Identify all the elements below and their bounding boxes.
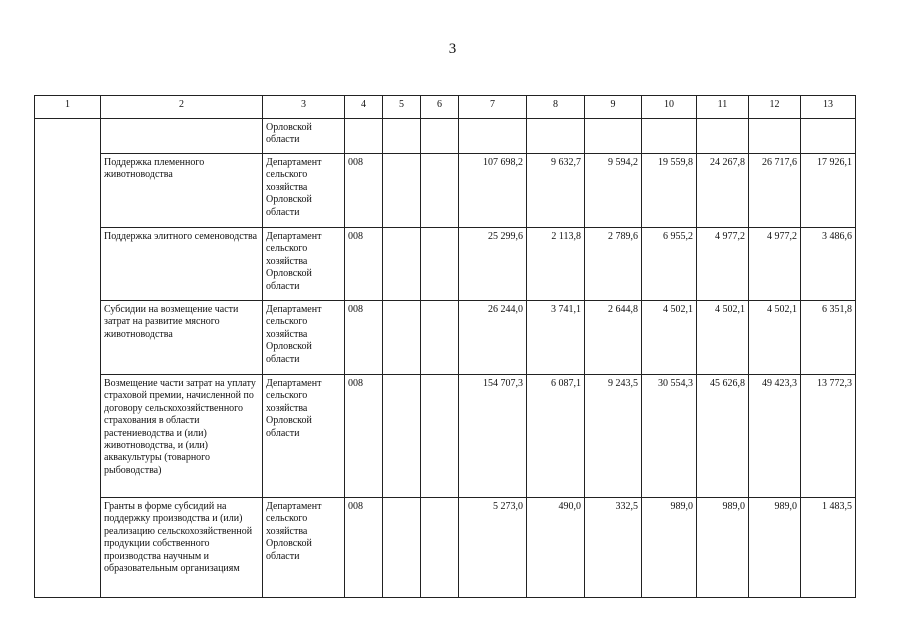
code-cell: 008 bbox=[345, 498, 383, 598]
header-cell: 11 bbox=[697, 96, 749, 119]
page-number: 3 bbox=[448, 41, 457, 57]
cell bbox=[421, 154, 459, 228]
header-cell: 10 bbox=[642, 96, 697, 119]
amount-cell: 154 707,3 bbox=[459, 375, 527, 498]
code-cell: 008 bbox=[345, 301, 383, 375]
budget-table bbox=[34, 95, 856, 598]
amount-cell: 3 486,6 bbox=[801, 228, 856, 301]
amount-cell: 2 789,6 bbox=[585, 228, 642, 301]
amount-cell: 5 273,0 bbox=[459, 498, 527, 598]
amount-cell: 3 741,1 bbox=[527, 301, 585, 375]
code-cell: 008 bbox=[345, 154, 383, 228]
table-row bbox=[35, 119, 856, 154]
cell bbox=[421, 228, 459, 301]
cell bbox=[421, 498, 459, 598]
amount-cell: 989,0 bbox=[697, 498, 749, 598]
amount-cell: 45 626,8 bbox=[697, 375, 749, 498]
amount-cell: 2 644,8 bbox=[585, 301, 642, 375]
measure-name: Возмещение части затрат на уплату страховой премии, начисленной по договору сельскохозяйственного страхования в области растениеводства и (или) животноводства, и (или) аквакультуры (товарного рыбоводства) bbox=[101, 375, 263, 498]
amount-cell: 26 717,6 bbox=[749, 154, 801, 228]
executor: Департамент сельского хозяйства Орловской области bbox=[263, 301, 345, 375]
code-cell: 008 bbox=[345, 375, 383, 498]
cell bbox=[383, 228, 421, 301]
amount-cell: 989,0 bbox=[749, 498, 801, 598]
amount-cell: 25 299,6 bbox=[459, 228, 527, 301]
amount-cell: 490,0 bbox=[527, 498, 585, 598]
amount-cell: 107 698,2 bbox=[459, 154, 527, 228]
amount-cell: 17 926,1 bbox=[801, 154, 856, 228]
header-cell: 13 bbox=[801, 96, 856, 119]
amount-cell bbox=[749, 119, 801, 154]
measure-name: Гранты в форме субсидий на поддержку производства и (или) реализацию сельскохозяйственной продукции собственного производства научным и образовательным организациям bbox=[101, 498, 263, 598]
header-cell: 12 bbox=[749, 96, 801, 119]
amount-cell: 49 423,3 bbox=[749, 375, 801, 498]
measure-name bbox=[101, 119, 263, 154]
amount-cell: 6 087,1 bbox=[527, 375, 585, 498]
amount-cell: 332,5 bbox=[585, 498, 642, 598]
header-cell: 4 bbox=[345, 96, 383, 119]
amount-cell: 26 244,0 bbox=[459, 301, 527, 375]
amount-cell bbox=[585, 119, 642, 154]
amount-cell bbox=[459, 119, 527, 154]
table-row bbox=[35, 228, 856, 301]
table-row bbox=[35, 375, 856, 498]
amount-cell bbox=[527, 119, 585, 154]
executor: Орловской области bbox=[263, 119, 345, 154]
amount-cell: 9 594,2 bbox=[585, 154, 642, 228]
header-cell: 5 bbox=[383, 96, 421, 119]
amount-cell: 4 502,1 bbox=[642, 301, 697, 375]
measure-name: Поддержка племенного животноводства bbox=[101, 154, 263, 228]
amount-cell bbox=[642, 119, 697, 154]
amount-cell: 4 502,1 bbox=[697, 301, 749, 375]
amount-cell: 4 502,1 bbox=[749, 301, 801, 375]
cell bbox=[383, 375, 421, 498]
amount-cell: 4 977,2 bbox=[697, 228, 749, 301]
amount-cell: 4 977,2 bbox=[749, 228, 801, 301]
group-cell bbox=[35, 119, 101, 598]
measure-name: Поддержка элитного семеноводства bbox=[101, 228, 263, 301]
cell bbox=[421, 301, 459, 375]
amount-cell: 6 351,8 bbox=[801, 301, 856, 375]
amount-cell: 30 554,3 bbox=[642, 375, 697, 498]
executor: Департамент сельского хозяйства Орловской области bbox=[263, 498, 345, 598]
amount-cell bbox=[697, 119, 749, 154]
cell bbox=[421, 375, 459, 498]
cell bbox=[383, 154, 421, 228]
cell bbox=[383, 119, 421, 154]
executor: Департамент сельского хозяйства Орловской области bbox=[263, 228, 345, 301]
header-row bbox=[35, 96, 856, 119]
amount-cell: 989,0 bbox=[642, 498, 697, 598]
amount-cell: 24 267,8 bbox=[697, 154, 749, 228]
amount-cell: 6 955,2 bbox=[642, 228, 697, 301]
header-cell: 2 bbox=[101, 96, 263, 119]
header-cell: 1 bbox=[35, 96, 101, 119]
header-cell: 6 bbox=[421, 96, 459, 119]
executor: Департамент сельского хозяйства Орловской области bbox=[263, 375, 345, 498]
cell bbox=[383, 301, 421, 375]
header-cell: 9 bbox=[585, 96, 642, 119]
amount-cell: 19 559,8 bbox=[642, 154, 697, 228]
table-row bbox=[35, 154, 856, 228]
cell bbox=[421, 119, 459, 154]
header-cell: 7 bbox=[459, 96, 527, 119]
header-cell: 8 bbox=[527, 96, 585, 119]
amount-cell: 9 632,7 bbox=[527, 154, 585, 228]
code-cell bbox=[345, 119, 383, 154]
cell bbox=[383, 498, 421, 598]
amount-cell: 13 772,3 bbox=[801, 375, 856, 498]
amount-cell: 9 243,5 bbox=[585, 375, 642, 498]
amount-cell: 2 113,8 bbox=[527, 228, 585, 301]
table-row bbox=[35, 498, 856, 598]
measure-name: Субсидии на возмещение части затрат на развитие мясного животноводства bbox=[101, 301, 263, 375]
code-cell: 008 bbox=[345, 228, 383, 301]
table-row bbox=[35, 301, 856, 375]
executor: Департамент сельского хозяйства Орловской области bbox=[263, 154, 345, 228]
header-cell: 3 bbox=[263, 96, 345, 119]
amount-cell: 1 483,5 bbox=[801, 498, 856, 598]
amount-cell bbox=[801, 119, 856, 154]
